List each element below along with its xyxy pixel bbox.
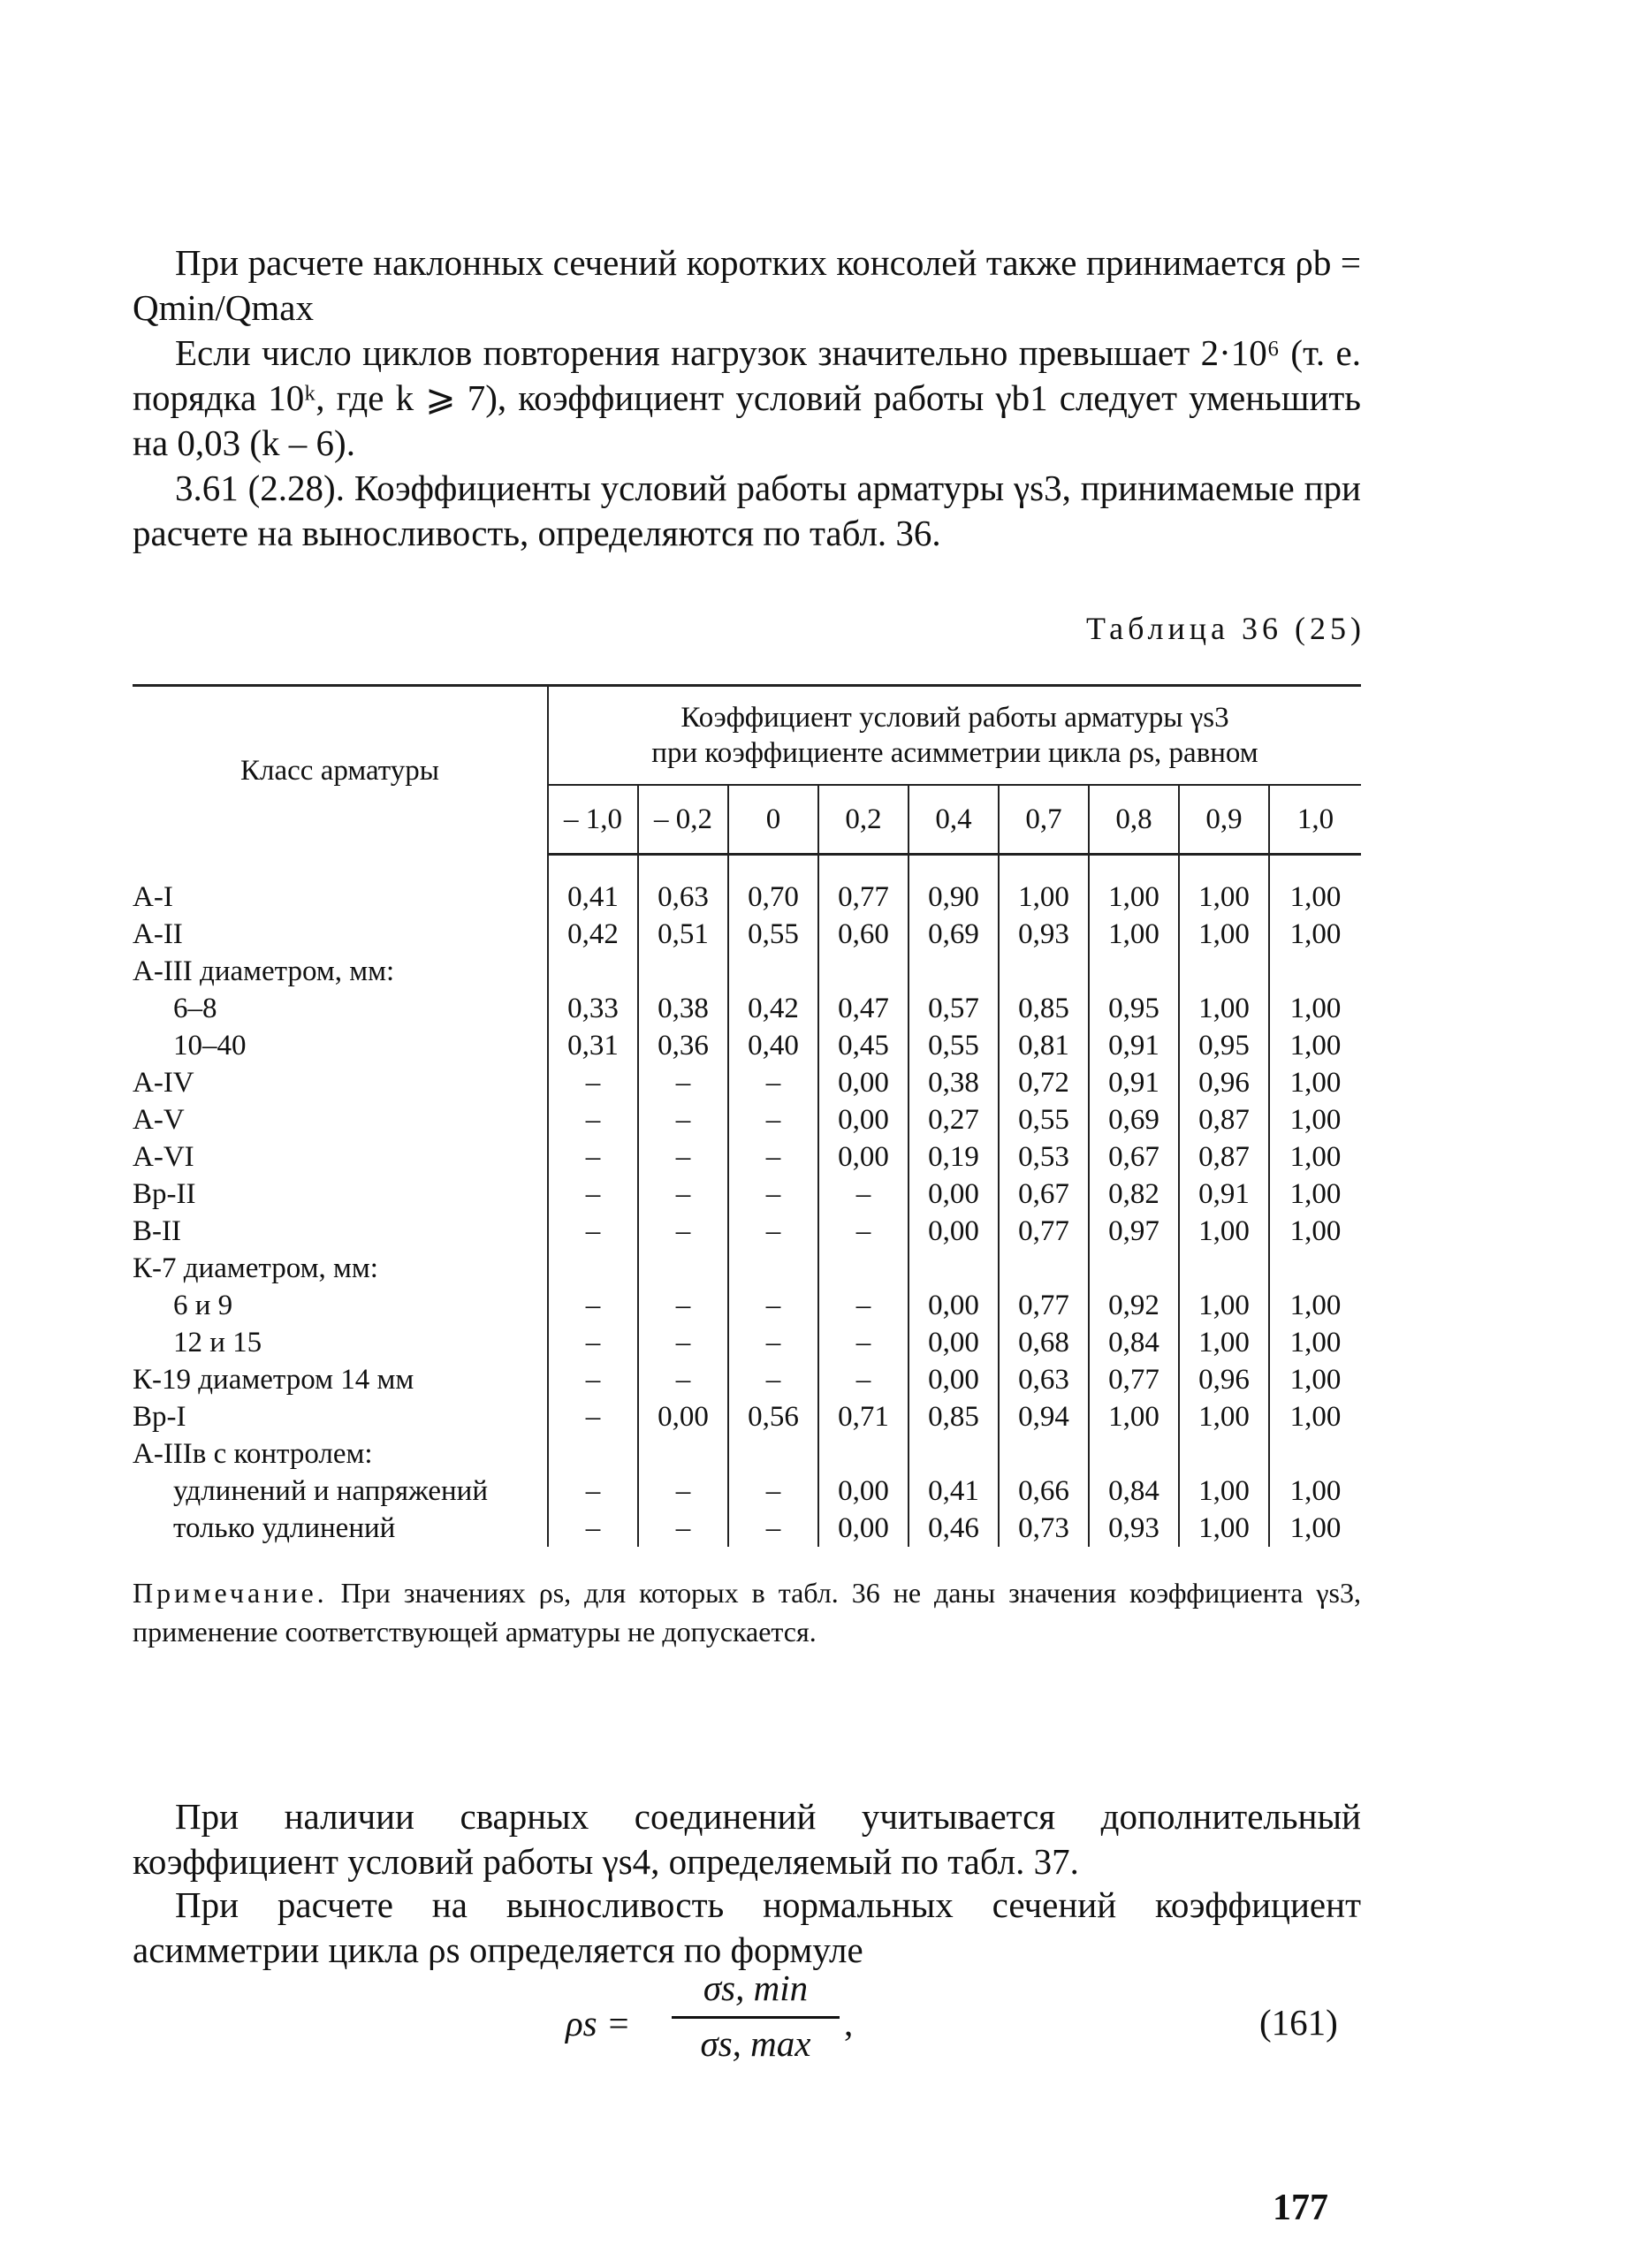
column-header: 0,8: [1089, 785, 1179, 855]
table-cell: –: [548, 1176, 638, 1213]
table-cell: 1,00: [1179, 1510, 1269, 1547]
table-cell: 1,00: [1179, 1473, 1269, 1510]
row-label: К-7 диаметром, мм:: [133, 1252, 378, 1284]
table-cell: 0,93: [1089, 1510, 1179, 1547]
table-cell: 0,93: [999, 916, 1089, 953]
table-cell: [909, 1250, 999, 1287]
table-row: [133, 1138, 1361, 1176]
formula-numerator: σs, min: [703, 1967, 809, 2008]
table-cell: 0,67: [999, 1176, 1089, 1213]
table-row: [133, 1287, 1361, 1324]
table-cell: [728, 1250, 818, 1287]
row-label: 10–40: [173, 1030, 247, 1062]
equation-number: (161): [1259, 2002, 1338, 2043]
table-cell: 1,00: [1089, 916, 1179, 953]
table-cell: 1,00: [1269, 990, 1361, 1027]
row-label: только удлинений: [173, 1512, 396, 1544]
table-row: [133, 1250, 1361, 1287]
coefficient-table: [133, 684, 1361, 1547]
table-cell: 1,00: [1269, 1361, 1361, 1398]
paragraph-1: При расчете наклонных сечений коротких консолей также принимается ρb = Qmin/Qmax: [133, 242, 1361, 328]
table-cell: 0,57: [909, 990, 999, 1027]
table-cell: –: [638, 1473, 728, 1510]
table-cell: [1179, 1250, 1269, 1287]
table-cell: 0,67: [1089, 1138, 1179, 1176]
table-cell: [638, 953, 728, 990]
table-cell: 0,33: [548, 990, 638, 1027]
table-row: [133, 953, 1361, 990]
row-label: A-VI: [133, 1141, 194, 1173]
table-cell: 0,94: [999, 1398, 1089, 1435]
table-cell: 0,69: [1089, 1101, 1179, 1138]
column-header: 1,0: [1269, 785, 1361, 855]
table-cell: [548, 953, 638, 990]
row-label: 6–8: [173, 993, 217, 1024]
formula-denominator: σs, max: [700, 2023, 811, 2064]
table-cell: 1,00: [1269, 1027, 1361, 1064]
row-label: удлинений и напряжений: [173, 1475, 488, 1507]
table-cell: 0,40: [728, 1027, 818, 1064]
table-cell: 0,91: [1089, 1027, 1179, 1064]
table-row: [133, 1101, 1361, 1138]
table-cell: 0,85: [999, 990, 1089, 1027]
column-header: 0,4: [909, 785, 999, 855]
table-cell: 0,91: [1179, 1176, 1269, 1213]
table-cell: 0,00: [909, 1324, 999, 1361]
table-cell: 0,41: [548, 879, 638, 916]
column-header: – 1,0: [548, 785, 638, 855]
table-cell: –: [818, 1324, 909, 1361]
table-cell: –: [728, 1138, 818, 1176]
table-cell: [818, 1250, 909, 1287]
table-cell: –: [728, 1064, 818, 1101]
table-cell: 0,00: [909, 1361, 999, 1398]
table-cell: [1269, 953, 1361, 990]
table-row: [133, 1213, 1361, 1250]
table-cell: 0,00: [638, 1398, 728, 1435]
table-cell: 0,31: [548, 1027, 638, 1064]
table-cell: 0,41: [909, 1473, 999, 1510]
table-row: [133, 990, 1361, 1027]
table-cell: –: [818, 1213, 909, 1250]
row-label: Вр-II: [133, 1178, 196, 1210]
table-cell: 0,42: [728, 990, 818, 1027]
coefficient-header: [548, 686, 1361, 786]
table-cell: 0,77: [999, 1287, 1089, 1324]
table-cell: –: [728, 1176, 818, 1213]
column-header: 0,7: [999, 785, 1089, 855]
class-header: Класс арматуры: [133, 686, 548, 855]
row-label: A-V: [133, 1104, 185, 1136]
table-cell: 1,00: [1269, 916, 1361, 953]
table-cell: –: [548, 1473, 638, 1510]
table-cell: 0,19: [909, 1138, 999, 1176]
table-cell: –: [728, 1324, 818, 1361]
table-cell: [638, 1435, 728, 1473]
table-cell: 0,87: [1179, 1138, 1269, 1176]
table-cell: 0,68: [999, 1324, 1089, 1361]
table-cell: [548, 1250, 638, 1287]
table-cell: [1089, 953, 1179, 990]
table-cell: 1,00: [1179, 1213, 1269, 1250]
table-cell: 1,00: [1179, 1398, 1269, 1435]
table-cell: 0,00: [818, 1101, 909, 1138]
table-row: [133, 1361, 1361, 1398]
formula-comma: ,: [844, 2003, 854, 2043]
table-cell: 0,51: [638, 916, 728, 953]
table-cell: 0,60: [818, 916, 909, 953]
table-cell: 0,00: [818, 1138, 909, 1176]
column-header: 0,9: [1179, 785, 1269, 855]
table-cell: 0,90: [909, 879, 999, 916]
row-label: В-II: [133, 1215, 181, 1247]
table-cell: 0,00: [909, 1176, 999, 1213]
table-row: [133, 1510, 1361, 1547]
table-cell: 0,00: [909, 1213, 999, 1250]
table-cell: 0,77: [999, 1213, 1089, 1250]
column-header: 0,2: [818, 785, 909, 855]
table-note: [133, 1573, 1361, 1651]
row-label: Вр-I: [133, 1401, 186, 1433]
table-cell: [999, 953, 1089, 990]
table-cell: 0,56: [728, 1398, 818, 1435]
table-cell: 0,38: [638, 990, 728, 1027]
table-cell: [1089, 1250, 1179, 1287]
table-cell: 0,42: [548, 916, 638, 953]
paragraph-3: 3.61 (2.28). Коэффициенты условий работы арматуры γs3, принимаемые при расчете на выносливость, определяются по табл. 36.: [133, 468, 1361, 553]
table-cell: –: [818, 1287, 909, 1324]
table-row: [133, 1435, 1361, 1473]
table-cell: –: [638, 1510, 728, 1547]
table-cell: 0,96: [1179, 1064, 1269, 1101]
table-cell: 1,00: [1269, 879, 1361, 916]
table-cell: 0,63: [638, 879, 728, 916]
row-label: A-IV: [133, 1067, 194, 1099]
table-cell: 1,00: [1269, 1398, 1361, 1435]
table-cell: 0,72: [999, 1064, 1089, 1101]
table-cell: 1,00: [1269, 1213, 1361, 1250]
table-cell: 0,95: [1179, 1027, 1269, 1064]
table-cell: –: [548, 1101, 638, 1138]
table-cell: 0,73: [999, 1510, 1089, 1547]
table-cell: –: [728, 1287, 818, 1324]
table-cell: –: [728, 1213, 818, 1250]
formula-lhs: ρs =: [566, 2003, 631, 2043]
table-cell: –: [548, 1361, 638, 1398]
table-cell: [638, 1250, 728, 1287]
table-cell: –: [638, 1213, 728, 1250]
table-cell: –: [818, 1361, 909, 1398]
table-cell: –: [548, 1398, 638, 1435]
table-cell: 0,97: [1089, 1213, 1179, 1250]
table-cell: [999, 1435, 1089, 1473]
table-cell: –: [548, 1138, 638, 1176]
table-cell: –: [548, 1213, 638, 1250]
fraction-bar: [672, 2016, 840, 2019]
table-cell: 0,71: [818, 1398, 909, 1435]
table-cell: [818, 1435, 909, 1473]
table-cell: [909, 1435, 999, 1473]
table-cell: 0,91: [1089, 1064, 1179, 1101]
column-header: – 0,2: [638, 785, 728, 855]
table-cell: 1,00: [999, 879, 1089, 916]
row-label: 12 и 15: [173, 1327, 262, 1359]
table-row: [133, 879, 1361, 916]
table-cell: 0,92: [1089, 1287, 1179, 1324]
spacer-row: [133, 855, 1361, 879]
table-cell: –: [818, 1176, 909, 1213]
table-cell: 1,00: [1179, 879, 1269, 916]
table-cell: 0,70: [728, 879, 818, 916]
table-cell: [1179, 1435, 1269, 1473]
formula-161: [566, 1967, 1096, 2082]
table-row: [133, 916, 1361, 953]
table-cell: –: [638, 1101, 728, 1138]
table-cell: 1,00: [1179, 990, 1269, 1027]
table-cell: 0,66: [999, 1473, 1089, 1510]
table-cell: –: [638, 1064, 728, 1101]
table-cell: –: [728, 1361, 818, 1398]
table-row: [133, 1324, 1361, 1361]
table-cell: 1,00: [1269, 1101, 1361, 1138]
note-text: При значениях ρs, для которых в табл. 36 не даны значения коэффициента γs3, применение соответствующей арматуры не допускается.: [133, 1577, 1362, 1648]
table-cell: 0,55: [728, 916, 818, 953]
table-cell: [1269, 1435, 1361, 1473]
column-header: 0: [728, 785, 818, 855]
row-label: A-I: [133, 881, 173, 913]
page-number: 177: [1273, 2188, 1328, 2228]
table-cell: [1089, 1435, 1179, 1473]
table-cell: 0,55: [909, 1027, 999, 1064]
table-cell: 0,77: [1089, 1361, 1179, 1398]
table-cell: 0,27: [909, 1101, 999, 1138]
table-cell: 1,00: [1269, 1473, 1361, 1510]
table-cell: 1,00: [1179, 1324, 1269, 1361]
table-cell: 1,00: [1179, 1287, 1269, 1324]
table-cell: 0,69: [909, 916, 999, 953]
row-label: A-II: [133, 918, 183, 950]
table-cell: 0,81: [999, 1027, 1089, 1064]
table-cell: 0,84: [1089, 1324, 1179, 1361]
table-cell: 0,84: [1089, 1473, 1179, 1510]
table-cell: 1,00: [1089, 879, 1179, 916]
table-cell: 0,96: [1179, 1361, 1269, 1398]
table-cell: 0,77: [818, 879, 909, 916]
table-cell: 1,00: [1179, 916, 1269, 953]
table-cell: –: [728, 1473, 818, 1510]
row-label: 6 и 9: [173, 1290, 233, 1321]
table-cell: –: [638, 1176, 728, 1213]
table-cell: –: [638, 1287, 728, 1324]
table-cell: 0,46: [909, 1510, 999, 1547]
table-cell: –: [638, 1361, 728, 1398]
table-cell: 1,00: [1269, 1176, 1361, 1213]
paragraph-2: Если число циклов повторения нагрузок значительно превышает 2·10⁶ (т. е. порядка 10ᵏ, где k ⩾ 7), коэффициент условий работы γb1 следует уменьшить на 0,03 (k – 6).: [133, 332, 1361, 463]
table-cell: 0,82: [1089, 1176, 1179, 1213]
table-cell: 1,00: [1269, 1510, 1361, 1547]
table-cell: 1,00: [1269, 1287, 1361, 1324]
row-label: К-19 диаметром 14 мм: [133, 1364, 414, 1396]
table-cell: 0,36: [638, 1027, 728, 1064]
note-label: Примечание.: [133, 1577, 328, 1609]
table-cell: [1269, 1250, 1361, 1287]
table-cell: 0,00: [818, 1473, 909, 1510]
table-cell: –: [728, 1101, 818, 1138]
table-cell: –: [548, 1287, 638, 1324]
table-cell: 0,85: [909, 1398, 999, 1435]
table-cell: [728, 1435, 818, 1473]
table-cell: [909, 953, 999, 990]
table-cell: –: [728, 1510, 818, 1547]
paragraph-4: При наличии сварных соединений учитывается дополнительный коэффициент условий работы γs4, определяемый по табл. 37.: [133, 1796, 1361, 1882]
paragraph-5: При расчете на выносливость нормальных сечений коэффициент асимметрии цикла ρs определяется по формуле: [133, 1884, 1361, 1970]
table-cell: 0,45: [818, 1027, 909, 1064]
table-cell: –: [548, 1324, 638, 1361]
table-row: [133, 1064, 1361, 1101]
table-body: [133, 855, 1361, 1548]
table-row: [133, 1398, 1361, 1435]
table-cell: [818, 953, 909, 990]
table-cell: –: [638, 1324, 728, 1361]
table-cell: 0,87: [1179, 1101, 1269, 1138]
table-row: [133, 1176, 1361, 1213]
row-label: A-III диаметром, мм:: [133, 955, 395, 987]
formula-fraction: [672, 1967, 840, 2068]
table-cell: 0,00: [818, 1064, 909, 1101]
table-cell: [999, 1250, 1089, 1287]
table-cell: [548, 1435, 638, 1473]
table-cell: 0,55: [999, 1101, 1089, 1138]
coefficient-header-line1: Коэффициент условий работы арматуры γs3: [680, 702, 1229, 734]
table-caption: Таблица 36 (25): [1086, 611, 1365, 646]
table-cell: 0,00: [818, 1510, 909, 1547]
table-cell: 0,63: [999, 1361, 1089, 1398]
table-cell: [728, 953, 818, 990]
table-cell: 1,00: [1089, 1398, 1179, 1435]
table-cell: 1,00: [1269, 1324, 1361, 1361]
table-cell: 0,53: [999, 1138, 1089, 1176]
table-cell: 0,38: [909, 1064, 999, 1101]
table-cell: –: [548, 1064, 638, 1101]
table-cell: 1,00: [1269, 1138, 1361, 1176]
table-row: [133, 1027, 1361, 1064]
row-label: A-IIIв с контролем:: [133, 1438, 373, 1470]
table-cell: –: [548, 1510, 638, 1547]
table-cell: 0,95: [1089, 990, 1179, 1027]
table-cell: 0,00: [909, 1287, 999, 1324]
table-cell: [1179, 953, 1269, 990]
table-cell: 1,00: [1269, 1064, 1361, 1101]
coefficient-header-line2: при коэффициенте асимметрии цикла ρs, равном: [651, 737, 1258, 769]
table-cell: –: [638, 1138, 728, 1176]
table-row: [133, 1473, 1361, 1510]
table-cell: 0,47: [818, 990, 909, 1027]
